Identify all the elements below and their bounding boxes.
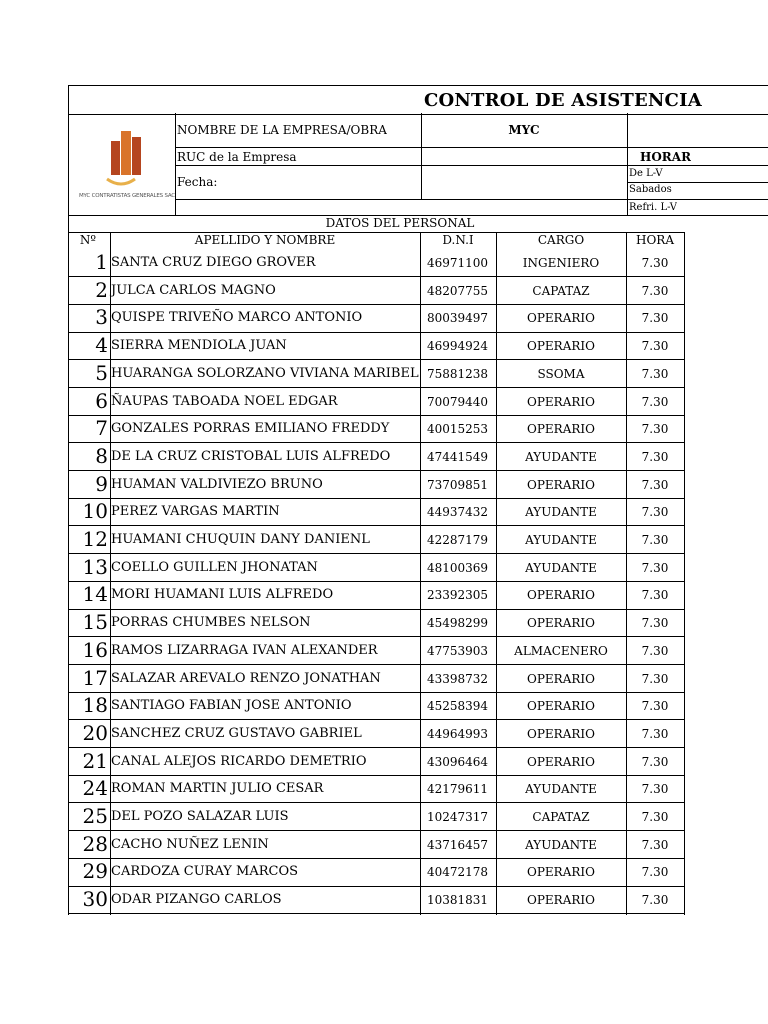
table-row (68, 775, 768, 803)
header-divider (627, 182, 768, 183)
section-title: DATOS DEL PERSONAL (325, 216, 475, 230)
schedule-break: Refri. L-V (629, 202, 677, 213)
row-name: CARDOZA CURAY MARCOS (111, 864, 299, 880)
row-cargo: CAPATAZ (532, 283, 590, 298)
row-cargo: OPERARIO (527, 671, 595, 686)
row-name: PEREZ VARGAS MARTIN (111, 504, 280, 520)
row-hora: 7.30 (641, 256, 669, 270)
row-cargo: OPERARIO (527, 726, 595, 741)
row-name: COELLO GUILLEN JHONATAN (111, 559, 318, 575)
table-row (68, 526, 768, 554)
fecha-label: Fecha: (177, 175, 218, 189)
row-cargo: OPERARIO (527, 616, 595, 631)
row-number: 28 (82, 831, 108, 856)
row-dni: 10381831 (426, 893, 489, 908)
row-hora: 7.30 (641, 671, 669, 686)
row-dni: 46971100 (426, 256, 489, 270)
table-grid-line (496, 232, 497, 915)
row-divider (68, 913, 684, 914)
row-number: 1 (95, 250, 108, 274)
row-number: 2 (95, 277, 108, 302)
table-row (68, 443, 768, 471)
row-cargo: INGENIERO (522, 256, 600, 270)
row-cargo: OPERARIO (527, 394, 595, 409)
table-row (68, 471, 768, 499)
row-hora: 7.30 (641, 643, 669, 658)
row-number: 20 (82, 720, 108, 745)
row-name: SANTA CRUZ DIEGO GROVER (111, 255, 316, 270)
row-dni: 10247317 (426, 810, 489, 824)
table-row (68, 277, 768, 305)
table-grid-line (684, 232, 685, 915)
row-hora: 7.30 (641, 311, 669, 326)
row-name: SANTIAGO FABIAN JOSE ANTONIO (111, 698, 352, 714)
row-number: 4 (95, 333, 108, 358)
table-row (68, 831, 768, 859)
row-cargo: OPERARIO (527, 754, 595, 769)
header-block (68, 113, 768, 215)
header-divider (175, 199, 768, 200)
row-dni: 47753903 (426, 643, 489, 658)
row-name: RAMOS LIZARRAGA IVAN ALEXANDER (111, 642, 378, 658)
row-dni: 73709851 (426, 477, 489, 492)
row-hora: 7.30 (641, 283, 669, 298)
table-row (68, 498, 768, 526)
company-value: MYC (508, 123, 540, 137)
row-name: CANAL ALEJOS RICARDO DEMETRIO (111, 753, 367, 769)
schedule-weekdays: De L-V (629, 168, 663, 179)
table-row (68, 388, 768, 416)
row-name: HUAMANI CHUQUIN DANY DANIENL (111, 532, 370, 547)
row-dni: 40015253 (426, 422, 489, 437)
row-name: SANCHEZ CRUZ GUSTAVO GABRIEL (111, 725, 362, 741)
table-row (68, 332, 768, 360)
table-grid-line (626, 232, 627, 915)
row-dni: 44964993 (426, 726, 489, 741)
table-row (68, 581, 768, 609)
row-number: 12 (82, 527, 108, 551)
row-cargo: AYUDANTE (525, 449, 597, 464)
row-cargo: OPERARIO (527, 339, 595, 354)
row-name: PORRAS CHUMBES NELSON (111, 615, 311, 631)
row-cargo: AYUDANTE (525, 560, 597, 575)
row-cargo: AYUDANTE (525, 505, 597, 520)
row-name: ROMAN MARTIN JULIO CESAR (111, 781, 324, 797)
table-row (68, 720, 768, 748)
title-row (68, 85, 768, 115)
table-row (68, 249, 768, 277)
table-row (68, 665, 768, 693)
row-cargo: CAPATAZ (532, 810, 590, 824)
row-name: HUAMAN VALDIVIEZO BRUNO (111, 476, 323, 492)
row-dni: 43096464 (426, 754, 489, 769)
table-row (68, 415, 768, 443)
table-row (68, 360, 768, 388)
table-grid-line (420, 232, 421, 915)
row-number: 18 (82, 693, 108, 718)
table-row (68, 692, 768, 720)
row-dni: 70079440 (426, 394, 489, 409)
row-cargo: SSOMA (537, 366, 585, 381)
row-hora: 7.30 (641, 810, 669, 824)
col-header-hora: HORA (635, 233, 674, 247)
row-number: 14 (82, 582, 108, 607)
row-name: SALAZAR AREVALO RENZO JONATHAN (111, 670, 381, 686)
table-row (68, 886, 768, 914)
row-hora: 7.30 (641, 616, 669, 631)
sheet-title: CONTROL DE ASISTENCIA (424, 90, 702, 111)
row-number: 24 (82, 776, 108, 801)
table-row (68, 637, 768, 665)
row-hora: 7.30 (641, 588, 669, 603)
table-row (68, 748, 768, 776)
row-dni: 75881238 (426, 366, 489, 381)
row-cargo: AYUDANTE (525, 533, 597, 547)
logo-cell (69, 113, 176, 215)
row-cargo: OPERARIO (527, 865, 595, 880)
table-row (68, 554, 768, 582)
row-hora: 7.30 (641, 449, 669, 464)
row-name: ODAR PIZANGO CARLOS (111, 892, 282, 908)
row-cargo: OPERARIO (527, 311, 595, 326)
row-dni: 48207755 (426, 283, 489, 298)
company-label: NOMBRE DE LA EMPRESA/OBRA (177, 123, 387, 137)
row-dni: 43716457 (426, 837, 489, 852)
row-name: SIERRA MENDIOLA JUAN (111, 338, 287, 354)
row-number: 7 (95, 416, 108, 441)
col-header-cargo: CARGO (537, 233, 585, 247)
row-name: DE LA CRUZ CRISTOBAL LUIS ALFREDO (111, 448, 391, 464)
row-name: CACHO NUÑEZ LENIN (111, 836, 269, 852)
row-hora: 7.30 (641, 726, 669, 741)
row-cargo: AYUDANTE (525, 837, 597, 852)
row-number: 8 (95, 443, 108, 468)
col-header-name: APELLIDO Y NOMBRE (194, 233, 336, 247)
header-divider (175, 147, 768, 148)
row-hora: 7.30 (641, 837, 669, 852)
row-hora: 7.30 (641, 699, 669, 714)
row-number: 30 (82, 887, 108, 912)
row-dni: 80039497 (426, 311, 489, 326)
row-cargo: OPERARIO (527, 588, 595, 603)
row-name: DEL POZO SALAZAR LUIS (111, 809, 289, 824)
horario-label: HORAR (640, 150, 692, 164)
col-header-num: Nº (79, 233, 97, 247)
row-number: 29 (82, 859, 108, 884)
row-hora: 7.30 (641, 782, 669, 797)
header-divider (627, 113, 628, 215)
row-number: 13 (82, 554, 108, 579)
row-hora: 7.30 (641, 477, 669, 492)
row-dni: 48100369 (426, 560, 489, 575)
row-number: 16 (82, 637, 108, 662)
row-dni: 42287179 (426, 533, 489, 547)
row-cargo: OPERARIO (527, 893, 595, 908)
row-name: JULCA CARLOS MAGNO (111, 282, 276, 298)
row-number: 21 (82, 748, 108, 773)
row-hora: 7.30 (641, 893, 669, 908)
row-hora: 7.30 (641, 339, 669, 354)
row-hora: 7.30 (641, 865, 669, 880)
row-number: 9 (95, 471, 108, 496)
row-cargo: OPERARIO (527, 422, 595, 437)
row-cargo: OPERARIO (527, 477, 595, 492)
col-header-dni: D.N.I (442, 233, 474, 247)
row-dni: 23392305 (426, 588, 489, 603)
row-hora: 7.30 (641, 366, 669, 381)
logo-caption: MYC CONTRATISTAS GENERALES SAC (79, 193, 175, 199)
row-hora: 7.30 (641, 422, 669, 437)
row-name: HUARANGA SOLORZANO VIVIANA MARIBEL (111, 365, 419, 381)
table-row (68, 803, 768, 831)
row-name: MORI HUAMANI LUIS ALFREDO (111, 587, 334, 603)
row-dni: 47441549 (426, 449, 489, 464)
row-name: QUISPE TRIVEÑO MARCO ANTONIO (111, 310, 363, 326)
table-grid-line (110, 232, 111, 915)
header-divider (175, 165, 768, 166)
row-dni: 43398732 (426, 671, 489, 686)
row-dni: 44937432 (426, 505, 489, 520)
row-dni: 40472178 (426, 865, 489, 880)
row-name: GONZALES PORRAS EMILIANO FREDDY (111, 421, 390, 437)
row-dni: 42179611 (426, 782, 489, 797)
row-cargo: AYUDANTE (525, 782, 597, 797)
row-cargo: OPERARIO (527, 699, 595, 714)
row-number: 3 (95, 305, 108, 330)
row-hora: 7.30 (641, 560, 669, 575)
row-number: 10 (82, 499, 108, 524)
row-hora: 7.30 (641, 394, 669, 409)
row-hora: 7.30 (641, 533, 669, 547)
table-row (68, 858, 768, 886)
schedule-saturdays: Sabados (629, 184, 672, 195)
row-cargo: ALMACENERO (514, 643, 608, 658)
table-row (68, 609, 768, 637)
row-hora: 7.30 (641, 505, 669, 520)
row-number: 5 (95, 360, 108, 385)
row-number: 17 (82, 665, 108, 690)
row-hora: 7.30 (641, 754, 669, 769)
row-dni: 45258394 (426, 699, 489, 714)
row-number: 6 (95, 388, 108, 413)
row-number: 15 (82, 610, 108, 635)
row-dni: 45498299 (426, 616, 489, 631)
ruc-label: RUC de la Empresa (177, 150, 297, 164)
row-number: 25 (82, 804, 108, 828)
table-row (68, 304, 768, 332)
row-dni: 46994924 (426, 339, 489, 354)
row-name: ÑAUPAS TABOADA NOEL EDGAR (111, 393, 338, 409)
